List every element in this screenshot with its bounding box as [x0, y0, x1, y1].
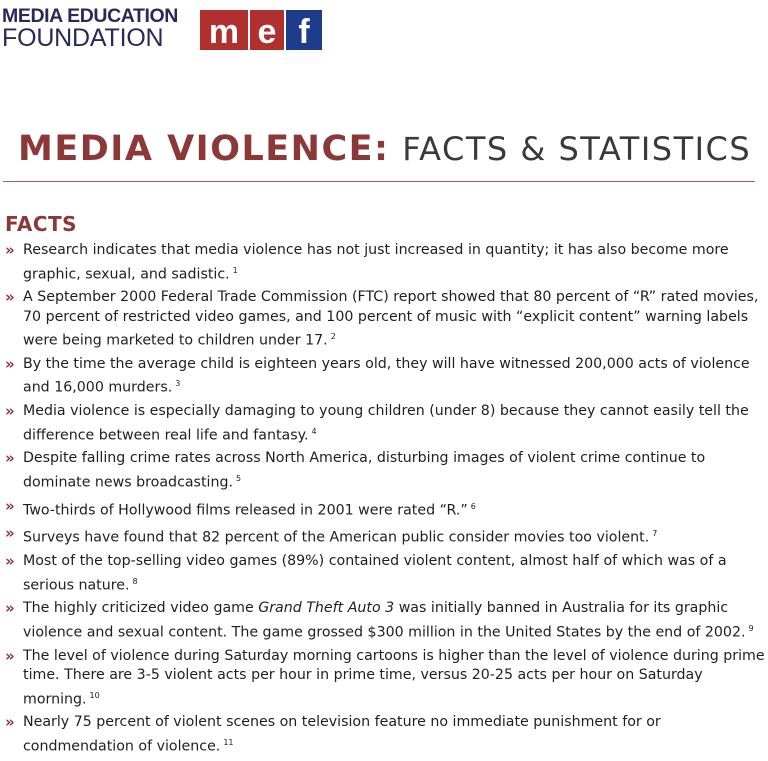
logo-mark-f: f	[286, 10, 322, 50]
bullet-icon: »	[5, 402, 15, 421]
bullet-icon: »	[5, 354, 15, 373]
bullet-icon: »	[5, 599, 15, 618]
bullet-icon: »	[5, 449, 15, 468]
footnote-ref: 5	[235, 473, 242, 483]
page-title-light: FACTS & STATISTICS	[402, 130, 752, 168]
fact-text: Despite falling crime rates across North America, disturbing images of violent crime continue to dominate news broadcasting.	[23, 450, 706, 491]
logo-mark-m: m	[200, 10, 248, 50]
fact-item-5	[0, 449, 765, 493]
fact-item-7	[0, 524, 765, 548]
fact-text: By the time the average child is eighteen years old, they will have witnessed 200,000 acts of violence and 16,000 murders.	[23, 355, 750, 397]
fact-text: The level of violence during Saturday morning cartoons is higher than the level of violence during prime time. There are 3-5 violent acts per hour in prime time, versus 20-25 acts per hour on Saturday morning.	[23, 647, 765, 708]
section-heading-facts: FACTS	[5, 212, 78, 236]
page-title	[18, 124, 758, 174]
fact-item-1	[0, 241, 765, 285]
footnote-ref: 6	[470, 501, 476, 511]
page-title-bold: MEDIA VIOLENCE:	[18, 129, 390, 169]
fact-text: Nearly 75 percent of violent scenes on television feature no immediate punishment for or condmendation of violence.	[23, 714, 661, 755]
fact-item-3	[0, 355, 765, 399]
facts-list	[0, 241, 768, 761]
bullet-icon: »	[5, 496, 15, 515]
fact-item-4	[0, 402, 765, 446]
bullet-icon: »	[5, 646, 15, 665]
logo-mark-e: e	[250, 10, 284, 50]
footnote-ref: 11	[223, 737, 234, 747]
fact-item-2	[0, 288, 765, 351]
footnote-ref: 3	[175, 379, 181, 389]
fact-text-after: was initially banned in Australia for its graphic violence and sexual content. The game grossed $300 million in the United States by the end of 2002.	[23, 600, 746, 641]
footnote-ref: 1	[232, 265, 238, 275]
fact-text: Most of the top-selling video games (89%) contained violent content, almost half of which was of a serious nature.	[23, 553, 727, 594]
bullet-icon: »	[5, 524, 15, 543]
bullet-icon: »	[5, 552, 15, 571]
footnote-ref: 2	[330, 332, 336, 342]
footnote-ref: 7	[652, 529, 658, 539]
fact-text: Surveys have found that 82 percent of the American public consider movies too violent.	[23, 530, 650, 547]
fact-text: Two-thirds of Hollywood films released in 2001 were rated “R.”	[23, 502, 468, 519]
bullet-icon: »	[5, 241, 15, 259]
fact-text-before: The highly criticized video game	[23, 600, 259, 617]
fact-text: A September 2000 Federal Trade Commission (FTC) report showed that 80 percent of “R” rated movies, 70 percent of restricted video games, and 100 percent of music with “explicit content” warning labels were being marketed to children under 17.	[23, 289, 759, 349]
footnote-ref: 10	[89, 690, 100, 700]
footnote-ref: 9	[748, 623, 754, 633]
logo-line-foundation: FOUNDATION	[2, 24, 164, 52]
title-divider	[3, 181, 755, 182]
mef-mark	[200, 10, 322, 50]
game-title: Grand Theft Auto 3	[258, 600, 395, 617]
logo-wordmark	[2, 6, 202, 50]
fact-text: Research indicates that media violence has not just increased in quantity; it has also become more graphic, sexual, and sadistic.	[23, 242, 729, 283]
fact-item-8	[0, 552, 765, 596]
fact-item-11	[0, 713, 765, 757]
bullet-icon: »	[5, 288, 15, 307]
logo-line-media-education: MEDIA EDUCATION	[2, 5, 178, 27]
fact-item-10	[0, 647, 765, 710]
bullet-icon: »	[5, 713, 15, 732]
fact-text: Media violence is especially damaging to young children (under 8) because they cannot easily tell the difference between real life and fantasy.	[23, 403, 749, 444]
fact-item-6	[0, 497, 765, 521]
footnote-ref: 4	[311, 426, 317, 436]
footnote-ref: 8	[132, 576, 138, 586]
fact-item-9	[0, 599, 765, 643]
